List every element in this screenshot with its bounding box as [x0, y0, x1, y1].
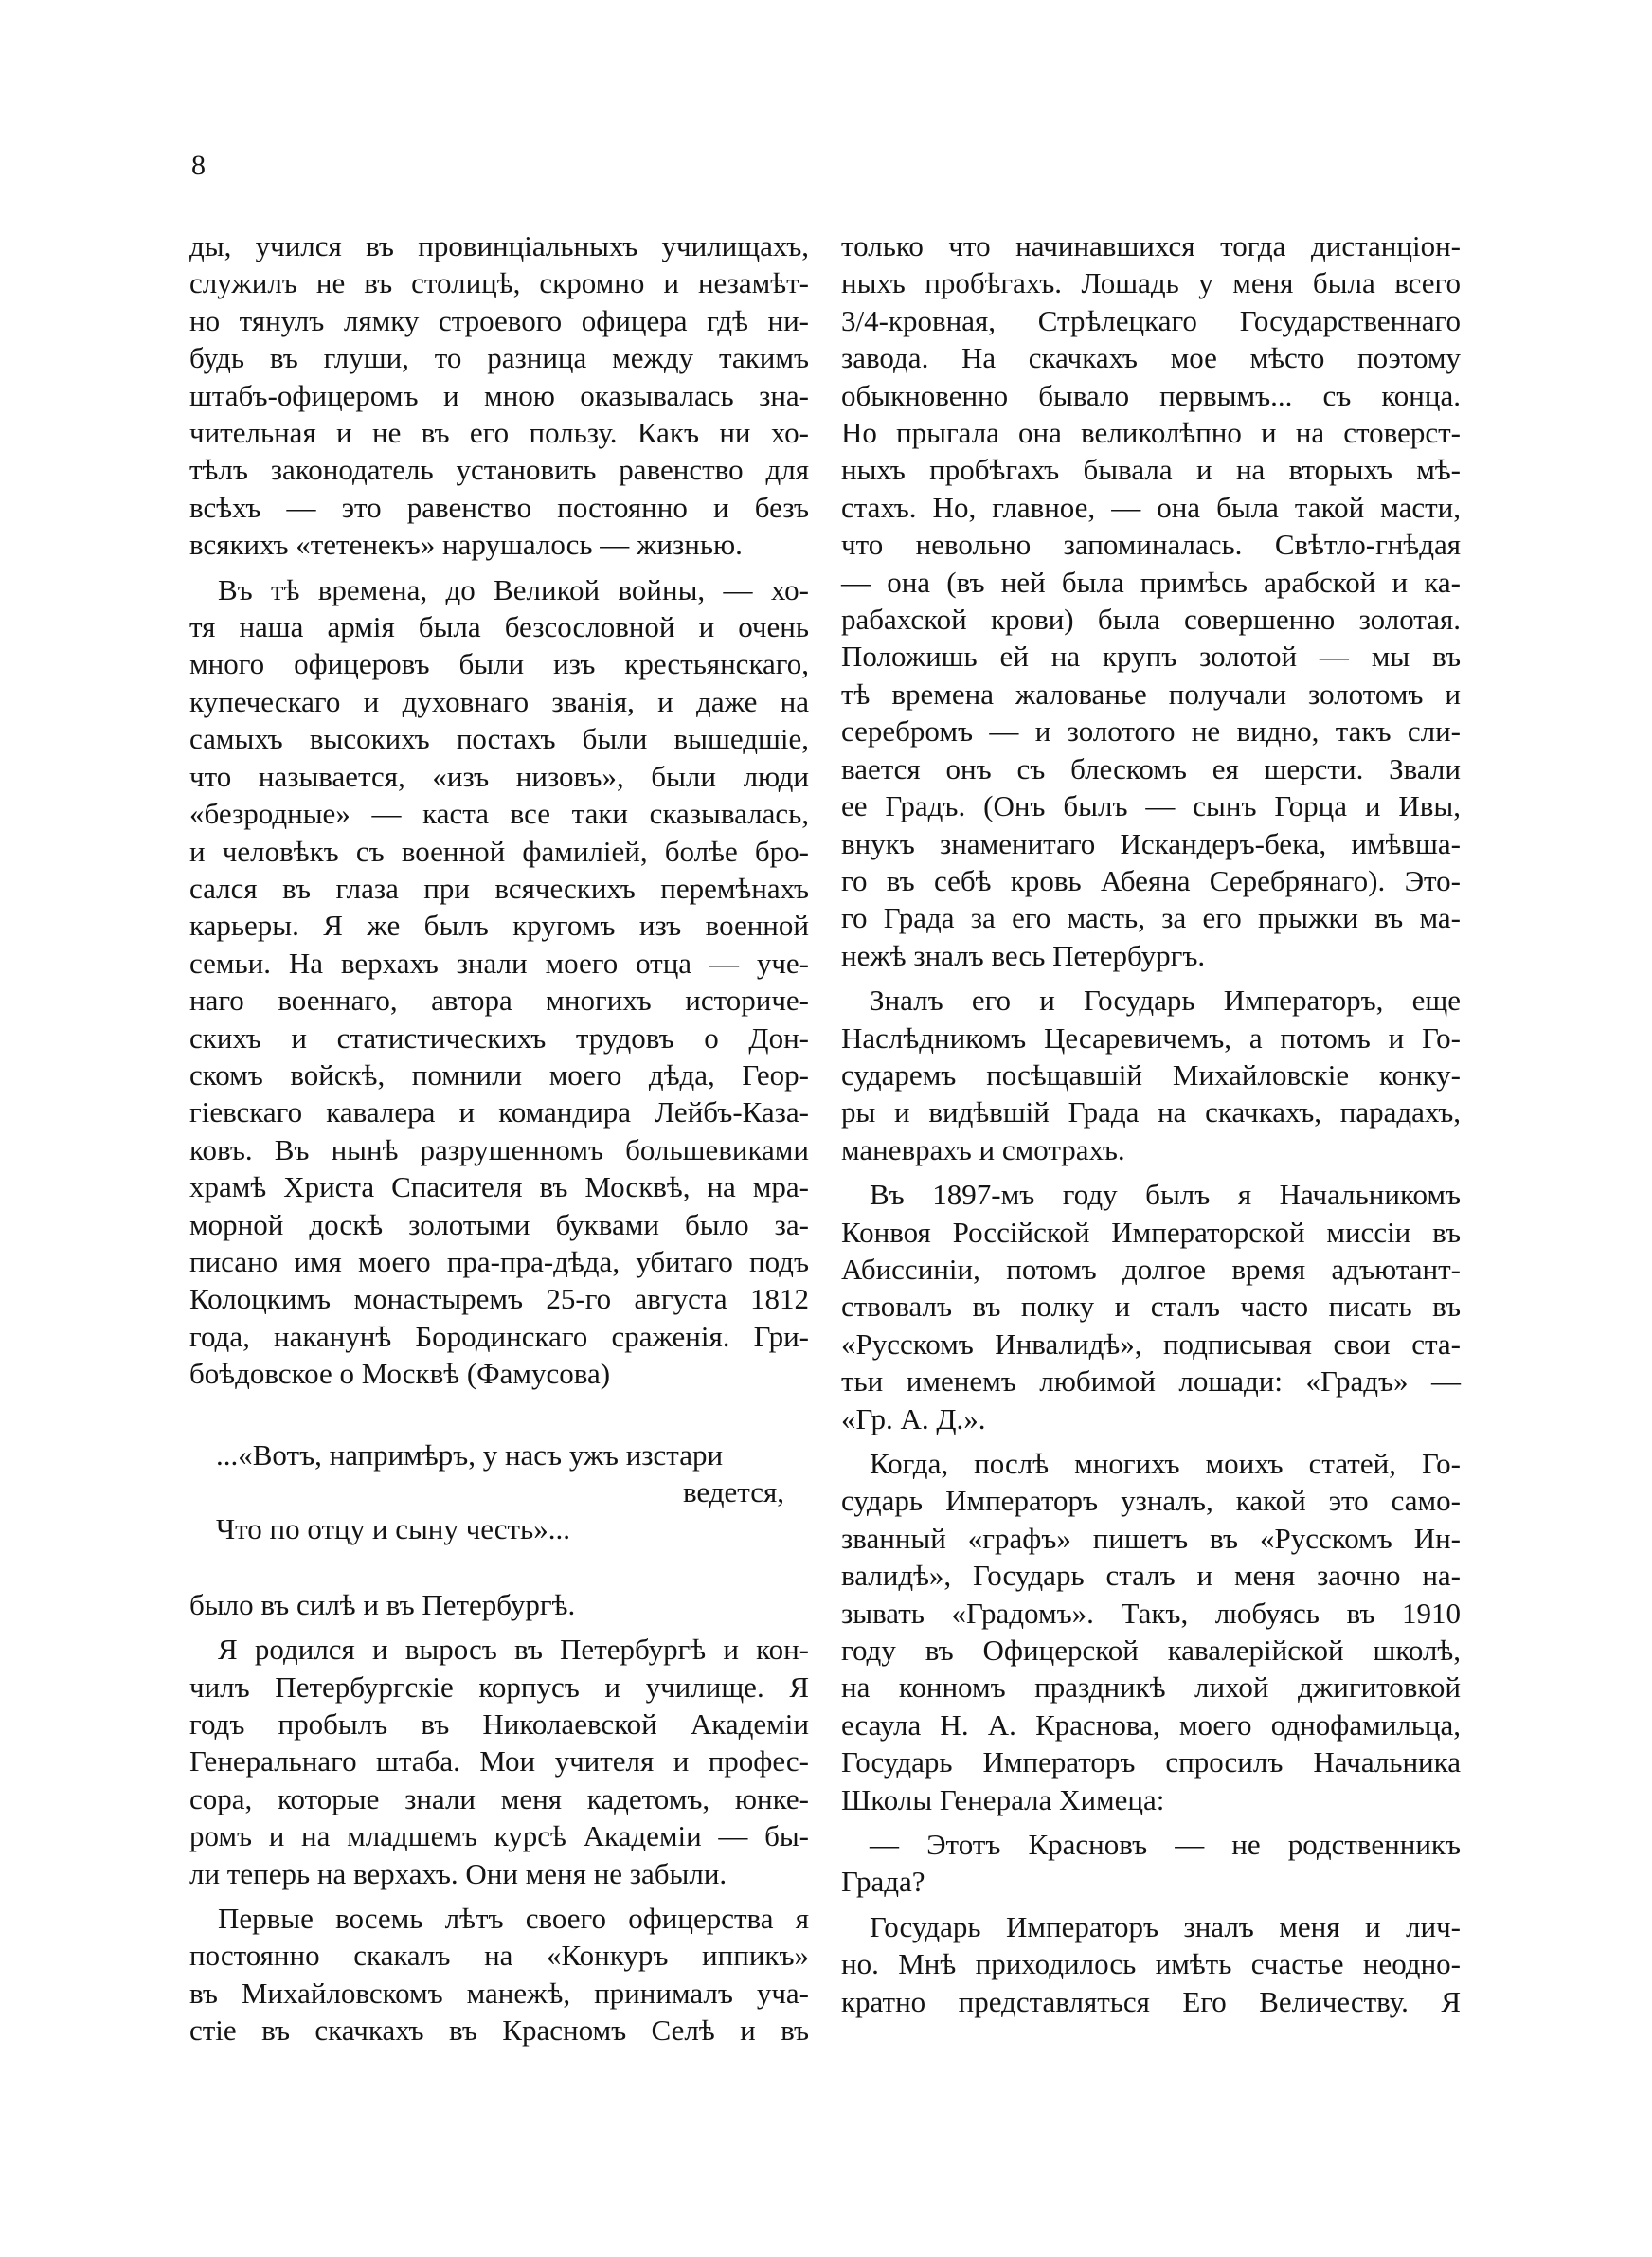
- text-line: — она (въ ней была примѣсь арабской и ка-: [841, 565, 1461, 599]
- verse-line: ...«Вотъ, напримѣръ, у насъ ужъ изстари: [216, 1437, 724, 1472]
- text-line: стіе въ скачкахъ въ Красномъ Селѣ и въ: [189, 2013, 809, 2048]
- text-line: Я родился и выросъ въ Петербургѣ и кон-: [218, 1633, 809, 1667]
- text-line: года, наканунѣ Бородинскаго сраженія. Гри-: [189, 1319, 809, 1353]
- text-line: внукъ знаменитаго Искандеръ-бека, имѣвша-: [841, 826, 1461, 860]
- text-line: только что начинавшихся тогда дистанціон-: [841, 229, 1461, 262]
- text-line: постоянно скакалъ на «Конкуръ иппикъ»: [189, 1939, 809, 1973]
- paragraph-gap: [189, 1623, 809, 1631]
- text-line: Конвоя Россійской Императорской миссіи въ: [841, 1215, 1461, 1249]
- text-line: ныхъ пробѣгахъ. Лошадь у меня была всего: [841, 266, 1461, 300]
- text-line: маневрахъ и смотрахъ.: [841, 1132, 1125, 1166]
- text-line: «безродные» — каста все таки сказывалась,: [189, 797, 809, 831]
- text-line: Зналъ его и Государь Императоръ, еще: [870, 984, 1461, 1018]
- text-line: Школы Генерала Химеца:: [841, 1782, 1165, 1816]
- paragraph: [841, 982, 1461, 1168]
- text-line: нежѣ зналъ весь Петербургъ.: [841, 938, 1206, 972]
- text-line: го въ себѣ кровь Абеяна Серебрянаго). Это-: [841, 863, 1461, 897]
- paragraph: [189, 571, 809, 1393]
- text-line: тѣлъ законодатель установить равенство для: [189, 453, 809, 487]
- text-line: храмѣ Христа Спасителя въ Москвѣ, на мра-: [189, 1170, 809, 1204]
- paragraph-gap: [841, 1901, 1461, 1908]
- text-line: серебромъ — и золотого не видно, такъ сли-: [841, 714, 1461, 749]
- text-line: и человѣкъ съ военной фамиліей, болѣе бро-: [189, 834, 809, 868]
- text-line: Но прыгала она великолѣпно и на стоверст-: [841, 416, 1461, 450]
- text-line: писано имя моего пра-пра-дѣда, убитаго подъ: [189, 1244, 809, 1278]
- text-line: въ Михайловскомъ манежѣ, принималъ уча-: [189, 1976, 809, 2010]
- verse-quote: [189, 1436, 809, 1548]
- text-line: штабъ-офицеромъ и мною оказывалась зна-: [189, 378, 809, 412]
- paragraph: [841, 1445, 1461, 1818]
- text-line: сора, которые знали меня кадетомъ, юнке-: [189, 1781, 809, 1815]
- text-line: но. Мнѣ приходилось имѣть счастье неодно-: [841, 1947, 1461, 1981]
- paragraph: [841, 1826, 1461, 1901]
- verse-line: ведется,: [682, 1475, 784, 1508]
- text-line: «Русскомъ Инвалидѣ», подписывая свои ста-: [841, 1327, 1461, 1361]
- text-line: сударь Императоръ узналъ, какой это само-: [841, 1484, 1461, 1518]
- text-line: вается онъ съ блескомъ ея шерсти. Звали: [841, 751, 1461, 785]
- paragraph-gap: [841, 1437, 1461, 1445]
- text-line: го Града за его масть, за его прыжки въ ма-: [841, 901, 1461, 935]
- text-line: ствовалъ въ полку и сталъ часто писать въ: [841, 1290, 1461, 1324]
- text-line: купеческаго и духовнаго званія, и даже на: [189, 684, 809, 718]
- text-line: самыхъ высокихъ постахъ были вышедшіе,: [189, 722, 809, 756]
- text-line: Въ 1897-мъ году былъ я Начальникомъ: [870, 1178, 1461, 1212]
- text-line: рабахской крови) была совершенно золотая.: [841, 603, 1461, 637]
- verse-line: Что по отцу и сыну честь»...: [216, 1512, 570, 1546]
- paragraph-gap: [189, 564, 809, 571]
- paragraph: [189, 227, 809, 564]
- text-line: скомъ войскѣ, помнили моего дѣда, Геор-: [189, 1057, 809, 1092]
- text-line: году въ Офицерской кавалерійской школѣ,: [841, 1634, 1461, 1668]
- text-line: было въ силѣ и въ Петербургѣ.: [189, 1587, 576, 1621]
- text-line: Абиссиніи, потомъ долгое время адъютант-: [841, 1252, 1461, 1286]
- text-line: завода. На скачкахъ мое мѣсто поэтому: [841, 341, 1461, 375]
- text-line: званный «графъ» пишетъ въ «Русскомъ Ин-: [841, 1521, 1461, 1555]
- text-line: что называется, «изъ низовъ», были люди: [189, 759, 809, 793]
- text-line: Государь Императоръ зналъ меня и лич-: [870, 1909, 1461, 1943]
- text-line: всѣхъ — это равенство постоянно и безъ: [189, 490, 809, 524]
- text-line: Положишь ей на крупъ золотой — мы въ: [841, 640, 1461, 674]
- text-line: наго военнаго, автора многихъ историче-: [189, 984, 809, 1018]
- text-line: скихъ и статистическихъ трудовъ о Дон-: [189, 1020, 809, 1055]
- paragraph: [189, 1900, 809, 2049]
- right-column: [841, 227, 1461, 2020]
- text-line: ромъ и на младшемъ курсѣ Академіи — бы-: [189, 1819, 809, 1853]
- text-line: карьеры. Я же былъ кругомъ изъ военной: [189, 909, 809, 943]
- text-line: 3/4-кровная, Стрѣлецкаго Государственнаго: [841, 303, 1461, 337]
- text-line: семьи. На верхахъ знали моего отца — уче-: [189, 946, 809, 980]
- text-line: тьи именемъ любимой лошади: «Градъ» —: [841, 1364, 1461, 1399]
- paragraph: [189, 1586, 809, 1623]
- paragraph: [841, 1176, 1461, 1437]
- text-line: Государь Императоръ спросилъ Начальника: [841, 1745, 1461, 1779]
- paragraph-gap: [841, 1818, 1461, 1826]
- text-line: ковъ. Въ нынѣ разрушенномъ большевиками: [189, 1132, 809, 1166]
- text-line: Первые восемь лѣтъ своего офицерства я: [218, 1902, 809, 1936]
- page-number: 8: [191, 150, 206, 181]
- paragraph-gap: [189, 1892, 809, 1900]
- text-line: Въ тѣ времена, до Великой войны, — хо-: [218, 572, 809, 606]
- text-line: зывать «Градомъ». Такъ, любуясь въ 1910: [841, 1596, 1461, 1630]
- paragraph: [189, 1631, 809, 1892]
- text-line: стахъ. Но, главное, — она была такой масти,: [841, 490, 1461, 524]
- text-line: боѣдовское о Москвѣ (Фамусова): [189, 1357, 611, 1391]
- text-line: сударемъ посѣщавшій Михайловскіе конку-: [841, 1057, 1461, 1092]
- text-line: но тянулъ лямку строевого офицера гдѣ ни-: [189, 303, 809, 337]
- text-line: много офицеровъ были изъ крестьянскаго,: [189, 647, 809, 681]
- text-line: годъ пробылъ въ Николаевской Академіи: [189, 1707, 809, 1742]
- text-line: Генеральнаго штаба. Мои учителя и профес-: [189, 1744, 809, 1779]
- text-line: ды, учился въ провинціальныхъ училищахъ,: [189, 229, 809, 262]
- text-line: обыкновенно бывало первымъ... съ конца.: [841, 378, 1461, 412]
- text-line: будь въ глуши, то разница между такимъ: [189, 341, 809, 375]
- text-line: Града?: [841, 1865, 925, 1899]
- text-line: Когда, послѣ многихъ моихъ статей, Го-: [870, 1447, 1461, 1480]
- text-line: — Этотъ Красновъ — не родственникъ: [870, 1828, 1461, 1862]
- paragraph: [841, 1908, 1461, 2020]
- paragraph-gap: [841, 1168, 1461, 1176]
- text-line: валидѣ», Государь сталъ и меня заочно на-: [841, 1559, 1461, 1593]
- text-line: ее Градъ. (Онъ былъ — сынъ Горца и Ивы,: [841, 789, 1461, 823]
- text-line: на конномъ праздникѣ лихой джигитовкой: [841, 1670, 1461, 1705]
- left-column: [189, 227, 809, 2049]
- text-line: Наслѣдникомъ Цесаревичемъ, а потомъ и Го-: [841, 1020, 1461, 1055]
- text-line: что невольно запоминалась. Свѣтло-гнѣдая: [841, 528, 1461, 562]
- text-line: «Гр. А. Д.».: [841, 1401, 986, 1435]
- paragraph-gap: [841, 974, 1461, 982]
- text-line: Колоцкимъ монастыремъ 25-го августа 1812: [189, 1282, 809, 1316]
- text-line: тѣ времена жалованье получали золотомъ и: [841, 677, 1461, 711]
- text-line: морной доскѣ золотыми буквами было за-: [189, 1207, 809, 1241]
- text-line: гіевскаго кавалера и командира Лейбъ-Каза-: [189, 1095, 809, 1129]
- text-line: чилъ Петербургскіе корпусъ и училище. Я: [189, 1670, 809, 1704]
- paragraph: [841, 227, 1461, 974]
- text-line: ныхъ пробѣгахъ бывала и на вторыхъ мѣ-: [841, 453, 1461, 487]
- text-line: служилъ не въ столицѣ, скромно и незамѣт-: [189, 266, 809, 300]
- text-line: ли теперь на верхахъ. Они меня не забыли.: [189, 1856, 727, 1890]
- text-line: кратно представляться Его Величеству. Я: [841, 1984, 1461, 2018]
- text-line: всякихъ «тетенекъ» нарушалось — жизнью.: [189, 528, 743, 562]
- text-line: ры и видѣвшій Града на скачкахъ, парадахъ,: [841, 1095, 1461, 1129]
- text-line: есаула Н. А. Краснова, моего однофамильца,: [841, 1707, 1461, 1742]
- text-line: тя наша армія была безсословной и очень: [189, 610, 809, 644]
- text-line: сался въ глаза при всяческихъ перемѣнахъ: [189, 871, 809, 905]
- text-line: чительная и не въ его пользу. Какъ ни хо-: [189, 416, 809, 450]
